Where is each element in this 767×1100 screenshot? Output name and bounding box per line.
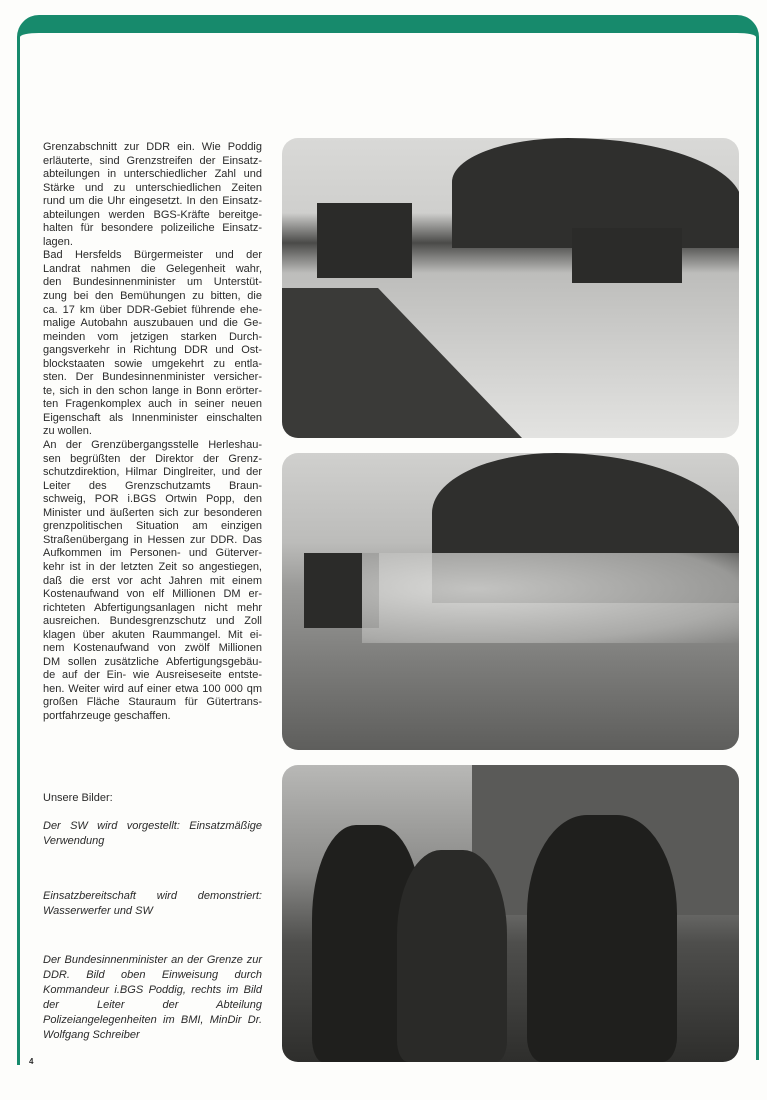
text-line: nem Kostenaufwand von zwölf Millionen (43, 642, 262, 655)
caption-3: Der Bundesinnenminister an der Grenze zur DDR. Bild oben Einweisung durch Kommandeur i.BGS Poddig, rechts im Bild der Leiter der Abteilung Polizeiangelegenheiten im BMI, MinDir Dr. Wolfgang Schreiber (43, 954, 262, 1041)
text-line: erläuterte, sind Grenzstreifen der Einsatz- (43, 154, 262, 167)
photo-armored-vehicle (317, 203, 412, 278)
photo-water-cannon (282, 453, 739, 750)
text-line: schutzdirektion, Hilmar Dinglreiter, und der (43, 466, 262, 479)
article-paragraph (43, 439, 262, 723)
text-line: hen. Weiter wird auf einer etwa 100 000 qm (43, 682, 262, 695)
text-line: klagen über akuten Raummangel. Mit ei- (43, 628, 262, 641)
photo-vehicle-presentation (282, 138, 739, 438)
text-line: malige Autobahn auszubauen und die Ge- (43, 317, 262, 330)
article-body (43, 141, 262, 724)
frame-left-border (17, 40, 20, 1065)
text-line: halten für besondere polizeiliche Einsatz- (43, 222, 262, 235)
text-line: gangsverkehr in Richtung DDR und Ost- (43, 344, 262, 357)
photo-captions (43, 791, 262, 1043)
green-header-frame (17, 15, 759, 53)
text-line: Leiter des Grenzschutzamts Braun- (43, 479, 262, 492)
text-line: zung bei den Bemühungen zu bitten, die (43, 290, 262, 303)
article-paragraph (43, 249, 262, 439)
caption-2: Einsatzbereitschaft wird demonstriert: Wasserwerfer und SW (43, 890, 262, 917)
frame-right-border (756, 40, 759, 1060)
text-line: Kostenaufwand von elf Millionen DM er- (43, 588, 262, 601)
text-line: richteten Abfertigungsanlagen nicht mehr (43, 601, 262, 614)
text-line: Stärke und zu unterschiedlichen Zeiten (43, 181, 262, 194)
text-line: blockstaaten sowie umgekehrt zu entla- (43, 357, 262, 370)
text-line: ca. 17 km über DDR-Gebiet führende ehe- (43, 303, 262, 316)
text-line: Landrat nahmen die Gelegenheit wahr, (43, 262, 262, 275)
text-line: grenzpolitischen Situation am einzigen (43, 520, 262, 533)
photo-armored-vehicle-2 (572, 228, 682, 283)
text-line: abteilungen werden BGS-Kräfte bereitge- (43, 208, 262, 221)
text-line: sen begrüßten der Direktor der Grenz- (43, 452, 262, 465)
text-line: Eigenschaft als Innenminister einschalten (43, 411, 262, 424)
captions-title: Unsere Bilder: (43, 792, 113, 804)
text-line: Aufkommen im Personen- und Güterver- (43, 547, 262, 560)
photo-person (397, 850, 507, 1062)
text-line: Minister und äußerten sich zur besonderen (43, 506, 262, 519)
photo-person (527, 815, 677, 1062)
text-line: Straßenübergang in Hessen zur DDR. Das (43, 533, 262, 546)
article-paragraph (43, 141, 262, 249)
text-line: An der Grenzübergangsstelle Herleshau- (43, 439, 262, 452)
text-line: ten Fragenkomplex auch in seiner neuen (43, 398, 262, 411)
text-line: sten. Der Bundesinnenminister versicher- (43, 371, 262, 384)
text-line: zu wollen. (43, 425, 92, 438)
photo-minister-at-border (282, 765, 739, 1062)
text-line: DM sollen zusätzliche Abfertigungsgebäu- (43, 655, 262, 668)
caption-1: Der SW wird vorgestellt: Einsatzmäßige Verwendung (43, 820, 262, 847)
text-line: ausreichen. Bundesgrenzschutz und Zoll (43, 615, 262, 628)
text-line: daß die erst vor acht Jahren mit einem (43, 574, 262, 587)
photo-water-spray (362, 553, 739, 643)
text-line: rund um die Uhr eingesetzt. In den Einsatz- (43, 195, 262, 208)
text-line: den Bundesinnenminister um Unterstüt- (43, 276, 262, 289)
text-line: schweig, POR i.BGS Ortwin Popp, den (43, 493, 262, 506)
text-line: te, sich in den schon lange in Bonn erörter- (43, 384, 262, 397)
text-line: portfahrzeuge geschaffen. (43, 709, 171, 722)
text-line: meinden vom jetzigen starken Durch- (43, 330, 262, 343)
text-line: Grenzabschnitt zur DDR ein. Wie Poddig (43, 141, 262, 153)
page-number: 4 (29, 1057, 34, 1066)
text-line: großen Fläche Stauraum für Gütertrans- (43, 696, 262, 709)
text-line: lagen. (43, 235, 73, 248)
text-line: Bad Hersfelds Bürgermeister und der (43, 249, 262, 262)
text-line: abteilungen in unterschiedlicher Zahl und (43, 168, 262, 181)
text-line: de auf der Ein- wie Ausreiseseite entste- (43, 669, 262, 682)
photo-road-shadow (282, 288, 522, 438)
text-line: kehr ist in der letzten Zeit so angestiegen, (43, 560, 262, 573)
